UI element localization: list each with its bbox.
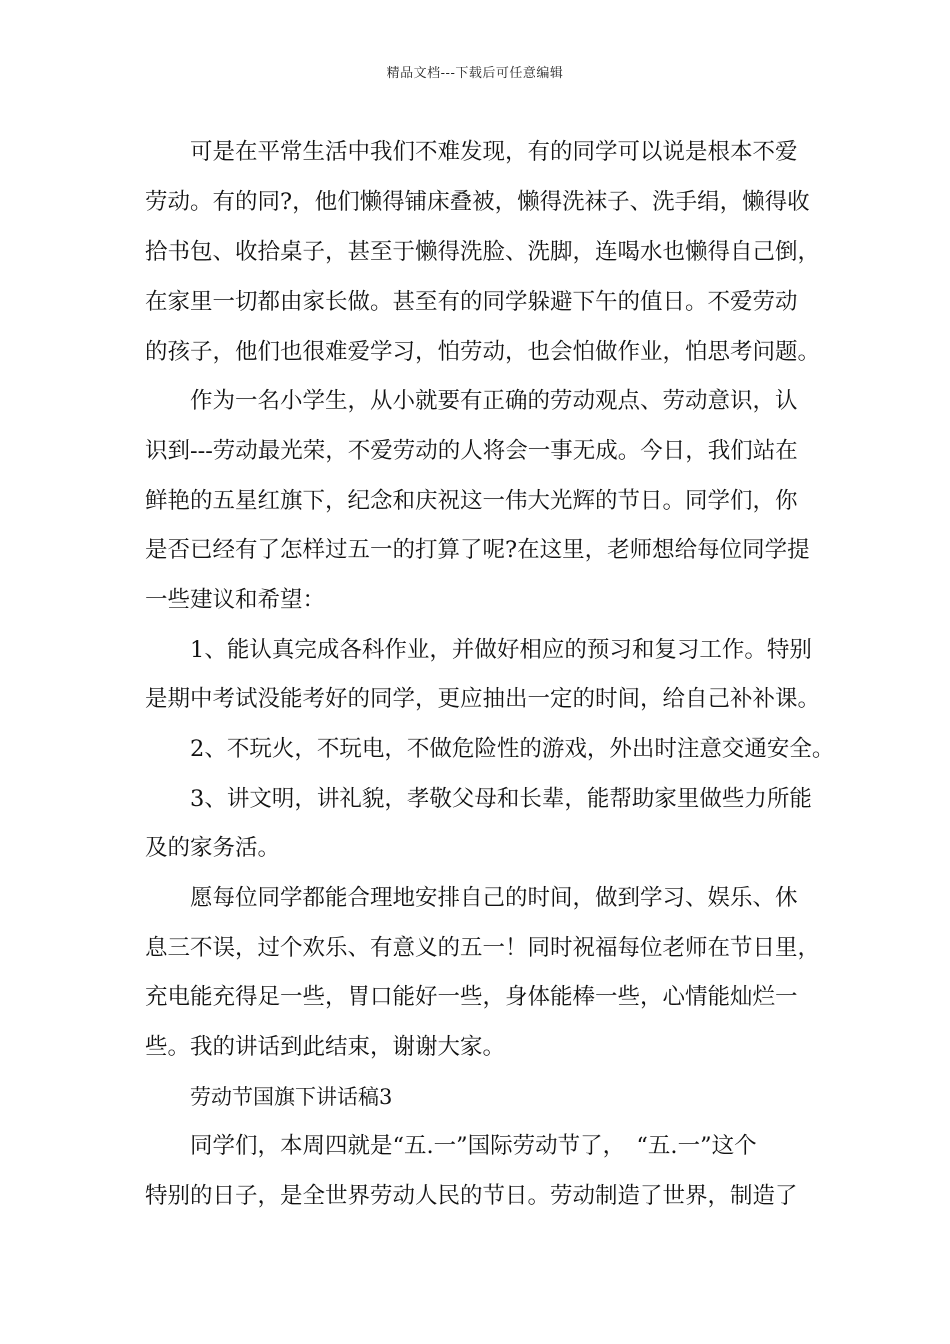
text-line: 劳动。有的同?，他们懒得铺床叠被，懒得洗袜子、洗手绢，懒得收 [145,189,810,215]
page-header: 精品文档---下载后可任意编辑 [386,66,564,81]
text-line: 的孩子，他们也很难爱学习，怕劳动，也会怕做作业，怕思考问题。 [145,339,821,365]
text-line: 息三不误，过个欢乐、有意义的五一！同时祝福每位老师在节日里， [145,935,821,961]
text-line: 是否已经有了怎样过五一的打算了呢?在这里，老师想给每位同学提 [145,537,810,563]
text-line: 识到---劳动最光荣，不爱劳动的人将会一事无成。今日，我们站在 [145,438,798,464]
text-line: 3、讲文明，讲礼貌，孝敬父母和长辈，能帮助家里做些力所能 [190,786,812,812]
text-line: 及的家务活。 [145,835,281,861]
text-line: 一些建议和希望： [145,587,326,613]
text-line: 作为一名小学生，从小就要有正确的劳动观点、劳动意识，认 [190,388,798,414]
section-heading: 劳动节国旗下讲话稿3 [190,1085,393,1109]
text-line: 充电能充得足一些，胃口能好一些，身体能棒一些，心情能灿烂一 [145,984,798,1010]
text-line: 鲜艳的五星红旗下，纪念和庆祝这一伟大光辉的节日。同学们，你 [145,488,798,514]
text-line: 些。我的讲话到此结束，谢谢大家。 [145,1034,506,1060]
text-line: 特别的日子，是全世界劳动人民的节日。劳动制造了世界，制造了 [145,1183,798,1209]
text-line: 拾书包、收拾桌子，甚至于懒得洗脸、洗脚，连喝水也懒得自己倒， [145,239,821,265]
text-line: 可是在平常生活中我们不难发现，有的同学可以说是根本不爱 [190,139,798,165]
text-line: 是期中考试没能考好的同学，更应抽出一定的时间，给自己补补课。 [145,686,821,712]
text-line: 愿每位同学都能合理地安排自己的时间，做到学习、娱乐、休 [190,885,798,911]
text-line: 2、不玩火，不玩电，不做危险性的游戏，外出时注意交通安全。 [190,736,835,762]
text-line: 在家里一切都由家长做。甚至有的同学躲避下午的值日。不爱劳动 [145,289,798,315]
text-line: 1、能认真完成各科作业，并做好相应的预习和复习工作。特别 [190,637,812,663]
text-line: 同学们，本周四就是“五.一”国际劳动节了， “五.一”这个 [190,1133,757,1159]
